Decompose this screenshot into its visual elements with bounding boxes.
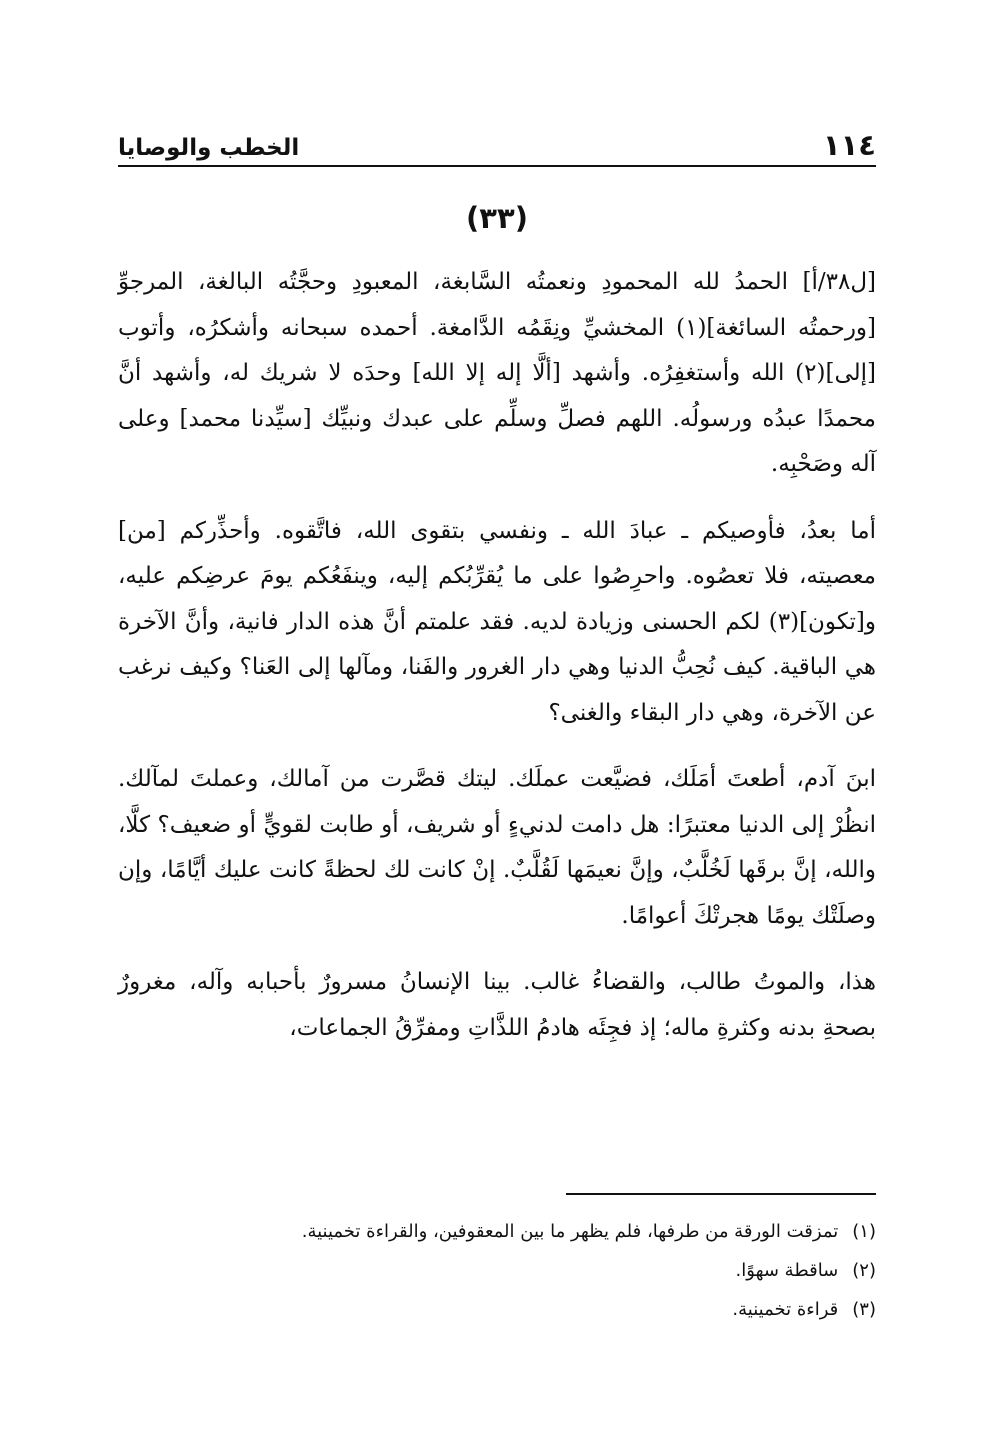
section-number: (٣٣) [466, 201, 528, 235]
footnote-marker: (٣) [852, 1299, 876, 1320]
book-title: الخطب والوصايا [118, 135, 300, 161]
footnote-rule [566, 1193, 876, 1195]
footnote-text: قراءة تخمينية. [732, 1299, 839, 1320]
page-number: ١١٤ [822, 128, 876, 162]
footnote-1 [118, 1218, 876, 1246]
paragraph-4: هذا، والموتُ طالب، والقضاءُ غالب. بينا الإنسانُ مسرورٌ بأحبابه وآله، مغرورٌ بصحةِ بدنه وكثرةِ ماله؛ إذ فجِئَه هادمُ اللذَّاتِ ومفرِّقُ الجماعات، [118, 969, 876, 1041]
footnote-marker: (٢) [852, 1260, 876, 1281]
footnote-2 [118, 1257, 876, 1285]
footnote-3 [118, 1296, 876, 1324]
running-header [118, 126, 876, 160]
paragraph-2: أما بعدُ، فأوصيكم ـ عبادَ الله ـ ونفسي بتقوى الله، فاتَّقوه. وأحذِّركم [من] معصيته، فلا تعصُوه. واحرِصُوا على ما يُقرِّبُكم إليه، وينفَعُكم يومَ عرضِكم عليه، و[تكون](٣) لكم الحسنى وزيادة لديه. فقد علمتم أنَّ هذه الدار فانية، وأنَّ الآخرة هي الباقية. كيف نُحِبُّ الدنيا وهي دار الغرور والفَنا، ومآلها إلى العَنا؟ وكيف نرغب عن الآخرة، وهي دار البقاء والغنى؟ [118, 517, 876, 726]
main-text [118, 260, 876, 1072]
footnote-text: تمزقت الورقة من طرفها، فلم يظهر ما بين المعقوفين، والقراءة تخمينية. [301, 1221, 839, 1242]
footnote-marker: (١) [852, 1221, 876, 1242]
footnote-text: ساقطة سهوًا. [735, 1260, 839, 1281]
header-rule [118, 165, 876, 167]
footnotes [118, 1218, 876, 1335]
paragraph-1: [ل٣٨/أ] الحمدُ لله المحمودِ ونعمتُه السَّابغة، المعبودِ وحجَّتُه البالغة، المرجوِّ [ورحمتُه السائغة](١) المخشيِّ ونِقَمُه الدَّامغة. أحمده سبحانه وأشكرُه، وأتوب [إلى](٢) الله وأستغفِرُه. وأشهد [ألَّا إله إلا الله] وحدَه لا شريك له، وأشهد أنَّ محمدًا عبدُه ورسولُه. اللهم فصلِّ وسلِّم على عبدك ونبيِّك [سيِّدنا محمد] وعلى آله وصَحْبِه. [118, 269, 877, 477]
paragraph-3: ابنَ آدم، أطعتَ أمَلَك، فضيَّعت عملَك. ليتك قصَّرت من آمالك، وعملتَ لمآلك. انظُرْ إلى الدنيا معتبرًا: هل دامت لدنيءٍ أو شريف، أو طابت لقويٍّ أو ضعيف؟ كلَّا، والله، إنَّ برقَها لَخُلَّبٌ، وإنَّ نعيمَها لَقُلَّبٌ. إنْ كانت لك لحظةً كانت عليك أيَّامًا، وإن وصلَتْك يومًا هجرتْكَ أعوامًا. [118, 766, 877, 929]
